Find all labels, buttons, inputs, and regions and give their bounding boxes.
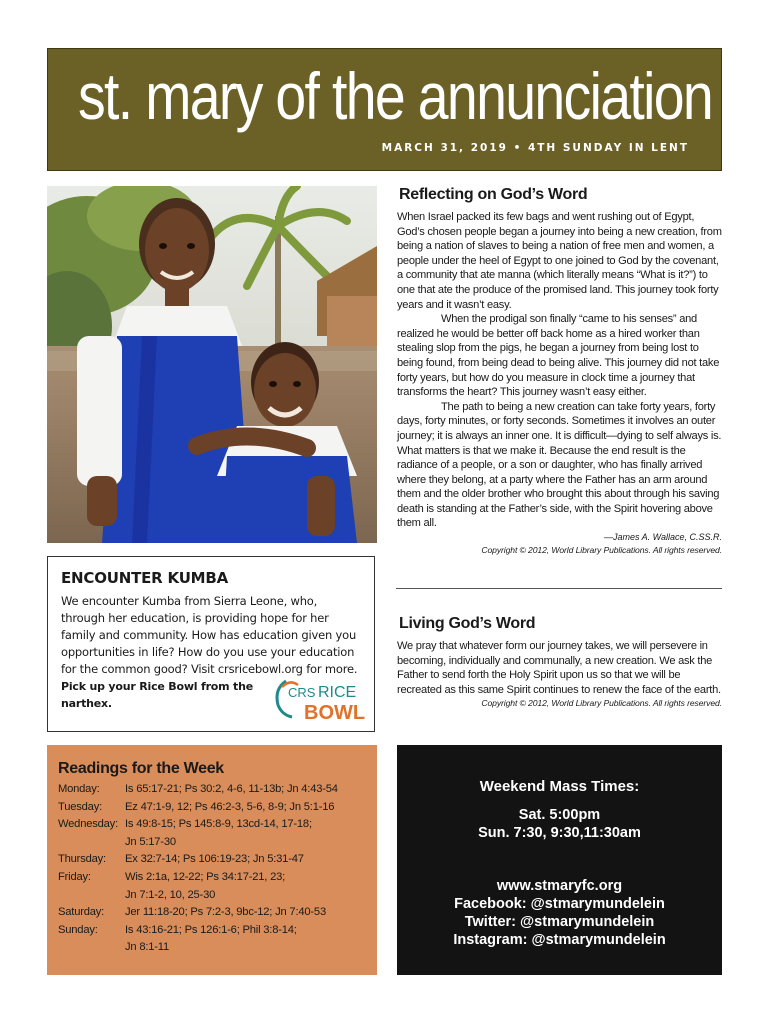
kumba-heading: ENCOUNTER KUMBA xyxy=(61,569,229,587)
reading-day: Friday: xyxy=(58,870,91,883)
reading-row xyxy=(58,904,367,922)
reading-reference: Jn 5:17-30 xyxy=(125,835,176,848)
author-attribution: —James A. Wallace, C.SS.R. xyxy=(603,532,722,543)
reflecting-paragraph: When Israel packed its few bags and went rushing out of Egypt, God’s chosen people began a journey into being a new creation, from being a nation of slaves to being a nation of free men and women, a people under the heel of Egypt to one joined to God by the covenant, a community that ate manna (which literally means “What is it?”) to one that ate the produce of the promised land. This journey took forty years and it wasn’t easy. xyxy=(397,211,722,311)
children-photo xyxy=(47,186,377,543)
reading-row xyxy=(58,799,367,817)
living-heading: Living God’s Word xyxy=(399,615,536,632)
mass-times xyxy=(397,806,722,842)
reading-row xyxy=(58,922,367,940)
living-body: We pray that whatever form our journey takes, we will persevere in becoming, individually and communally, a new creation. We ask the Father to send forth the Holy Spirit upon us so that we will be recreated as this same Spirit continues to renew the face of the earth. xyxy=(397,640,721,696)
facebook-handle[interactable]: Facebook: @stmarymundelein xyxy=(454,896,665,912)
reading-reference: Is 65:17-21; Ps 30:2, 4-6, 11-13b; Jn 4:43-54 xyxy=(125,783,338,795)
reading-reference: Is 49:8-15; Ps 145:8-9, 13cd-14, 17-18; xyxy=(125,818,312,831)
reading-reference: Ex 32:7-14; Ps 106:19-23; Jn 5:31-47 xyxy=(125,853,304,866)
reflecting-heading: Reflecting on God’s Word xyxy=(399,186,588,203)
mass-heading: Weekend Mass Times: xyxy=(479,778,640,795)
reflecting-body xyxy=(397,210,722,531)
reading-row xyxy=(58,939,367,957)
readings-heading: Readings for the Week xyxy=(58,760,224,777)
reading-reference: Ez 47:1-9, 12; Ps 46:2-3, 5-6, 8-9; Jn 5:1-16 xyxy=(125,800,335,813)
reading-day: Monday: xyxy=(58,783,100,795)
reading-day xyxy=(58,939,125,957)
page-title: st. mary of the annunciation xyxy=(78,59,713,133)
reading-day: Sunday: xyxy=(58,923,98,936)
crs-rice-bowl-logo xyxy=(272,675,372,723)
reading-reference: Is 43:16-21; Ps 126:1-6; Phil 3:8-14; xyxy=(125,923,297,936)
reading-reference: Jn 8:1-11 xyxy=(125,941,170,954)
section-divider xyxy=(396,588,722,589)
reading-day xyxy=(58,887,125,905)
copyright-notice: Copyright © 2012, World Library Publications. All rights reserved. xyxy=(481,698,722,709)
reading-row xyxy=(58,816,367,834)
reading-row xyxy=(58,887,367,905)
sunday-times: Sun. 7:30, 9:30,11:30am xyxy=(478,825,641,841)
living-section xyxy=(397,615,722,710)
reading-day: Saturday: xyxy=(58,906,105,919)
reading-row xyxy=(58,869,367,887)
bowl-text: BOWL xyxy=(304,702,366,723)
crs-text: CRS xyxy=(288,685,316,700)
reflecting-paragraph: The path to being a new creation can take forty years, forty days, forty minutes, or forty seconds. Sometimes it involves an outer journey; it is always an inner one. It is difficult—dying to self always is. What matters is that we make it. Because the end result is the radiance of a people, or a son or daughter, who has finally arrived where they belong, at a party where the Father has an arm around them and the older brother who brought this about through his saving death is standing at the Father’s side, with the Spirit hovering above them all. xyxy=(397,400,722,530)
mass-times-box xyxy=(397,745,722,975)
reflecting-section xyxy=(397,186,722,557)
reading-reference: Jer 11:18-20; Ps 7:2-3, 9bc-12; Jn 7:40-53 xyxy=(125,906,326,919)
reading-row xyxy=(58,834,367,852)
reflecting-paragraph: When the prodigal son finally “came to his senses” and realized he would be better off back home as a hired worker than stealing slop from the pigs, he began a journey from being lost to being found, from being dead to being alive. This journey did not take forty years, but how do you measure in clock time a journey that transforms the heart? This journey wasn’t easy either. xyxy=(397,313,720,399)
saturday-time: Sat. 5:00pm xyxy=(518,807,601,823)
kumba-pickup-note: Pick up your Rice Bowl from the narthex. xyxy=(61,680,254,710)
reading-row xyxy=(58,851,367,869)
reading-day: Tuesday: xyxy=(58,800,103,813)
reading-row xyxy=(58,781,367,799)
website-link[interactable]: www.stmaryfc.org xyxy=(496,878,623,894)
reading-reference: Jn 7:1-2, 10, 25-30 xyxy=(125,888,216,901)
masthead xyxy=(47,48,722,171)
reading-reference: Wis 2:1a, 12-22; Ps 34:17-21, 23; xyxy=(125,870,286,883)
readings-list xyxy=(58,781,367,957)
reading-day xyxy=(58,834,125,852)
readings-box xyxy=(47,745,377,975)
kumba-body: We encounter Kumba from Sierra Leone, who, through her education, is providing hope for her family and community. How has education given you opportunities in life? How do you use your education for the common good? Visit crsricebowl.org for more. xyxy=(61,594,358,676)
reading-day: Wednesday: xyxy=(58,818,118,831)
contact-info xyxy=(397,877,722,949)
twitter-handle[interactable]: Twitter: @stmarymundelein xyxy=(464,914,655,930)
date-line: MARCH 31, 2019 • 4TH SUNDAY IN LENT xyxy=(381,142,689,154)
encounter-kumba-box xyxy=(47,556,375,732)
copyright-notice: Copyright © 2012, World Library Publications. All rights reserved. xyxy=(481,545,722,556)
reading-day: Thursday: xyxy=(58,853,106,866)
rice-text: RICE xyxy=(318,684,357,701)
instagram-handle[interactable]: Instagram: @stmarymundelein xyxy=(453,932,666,948)
